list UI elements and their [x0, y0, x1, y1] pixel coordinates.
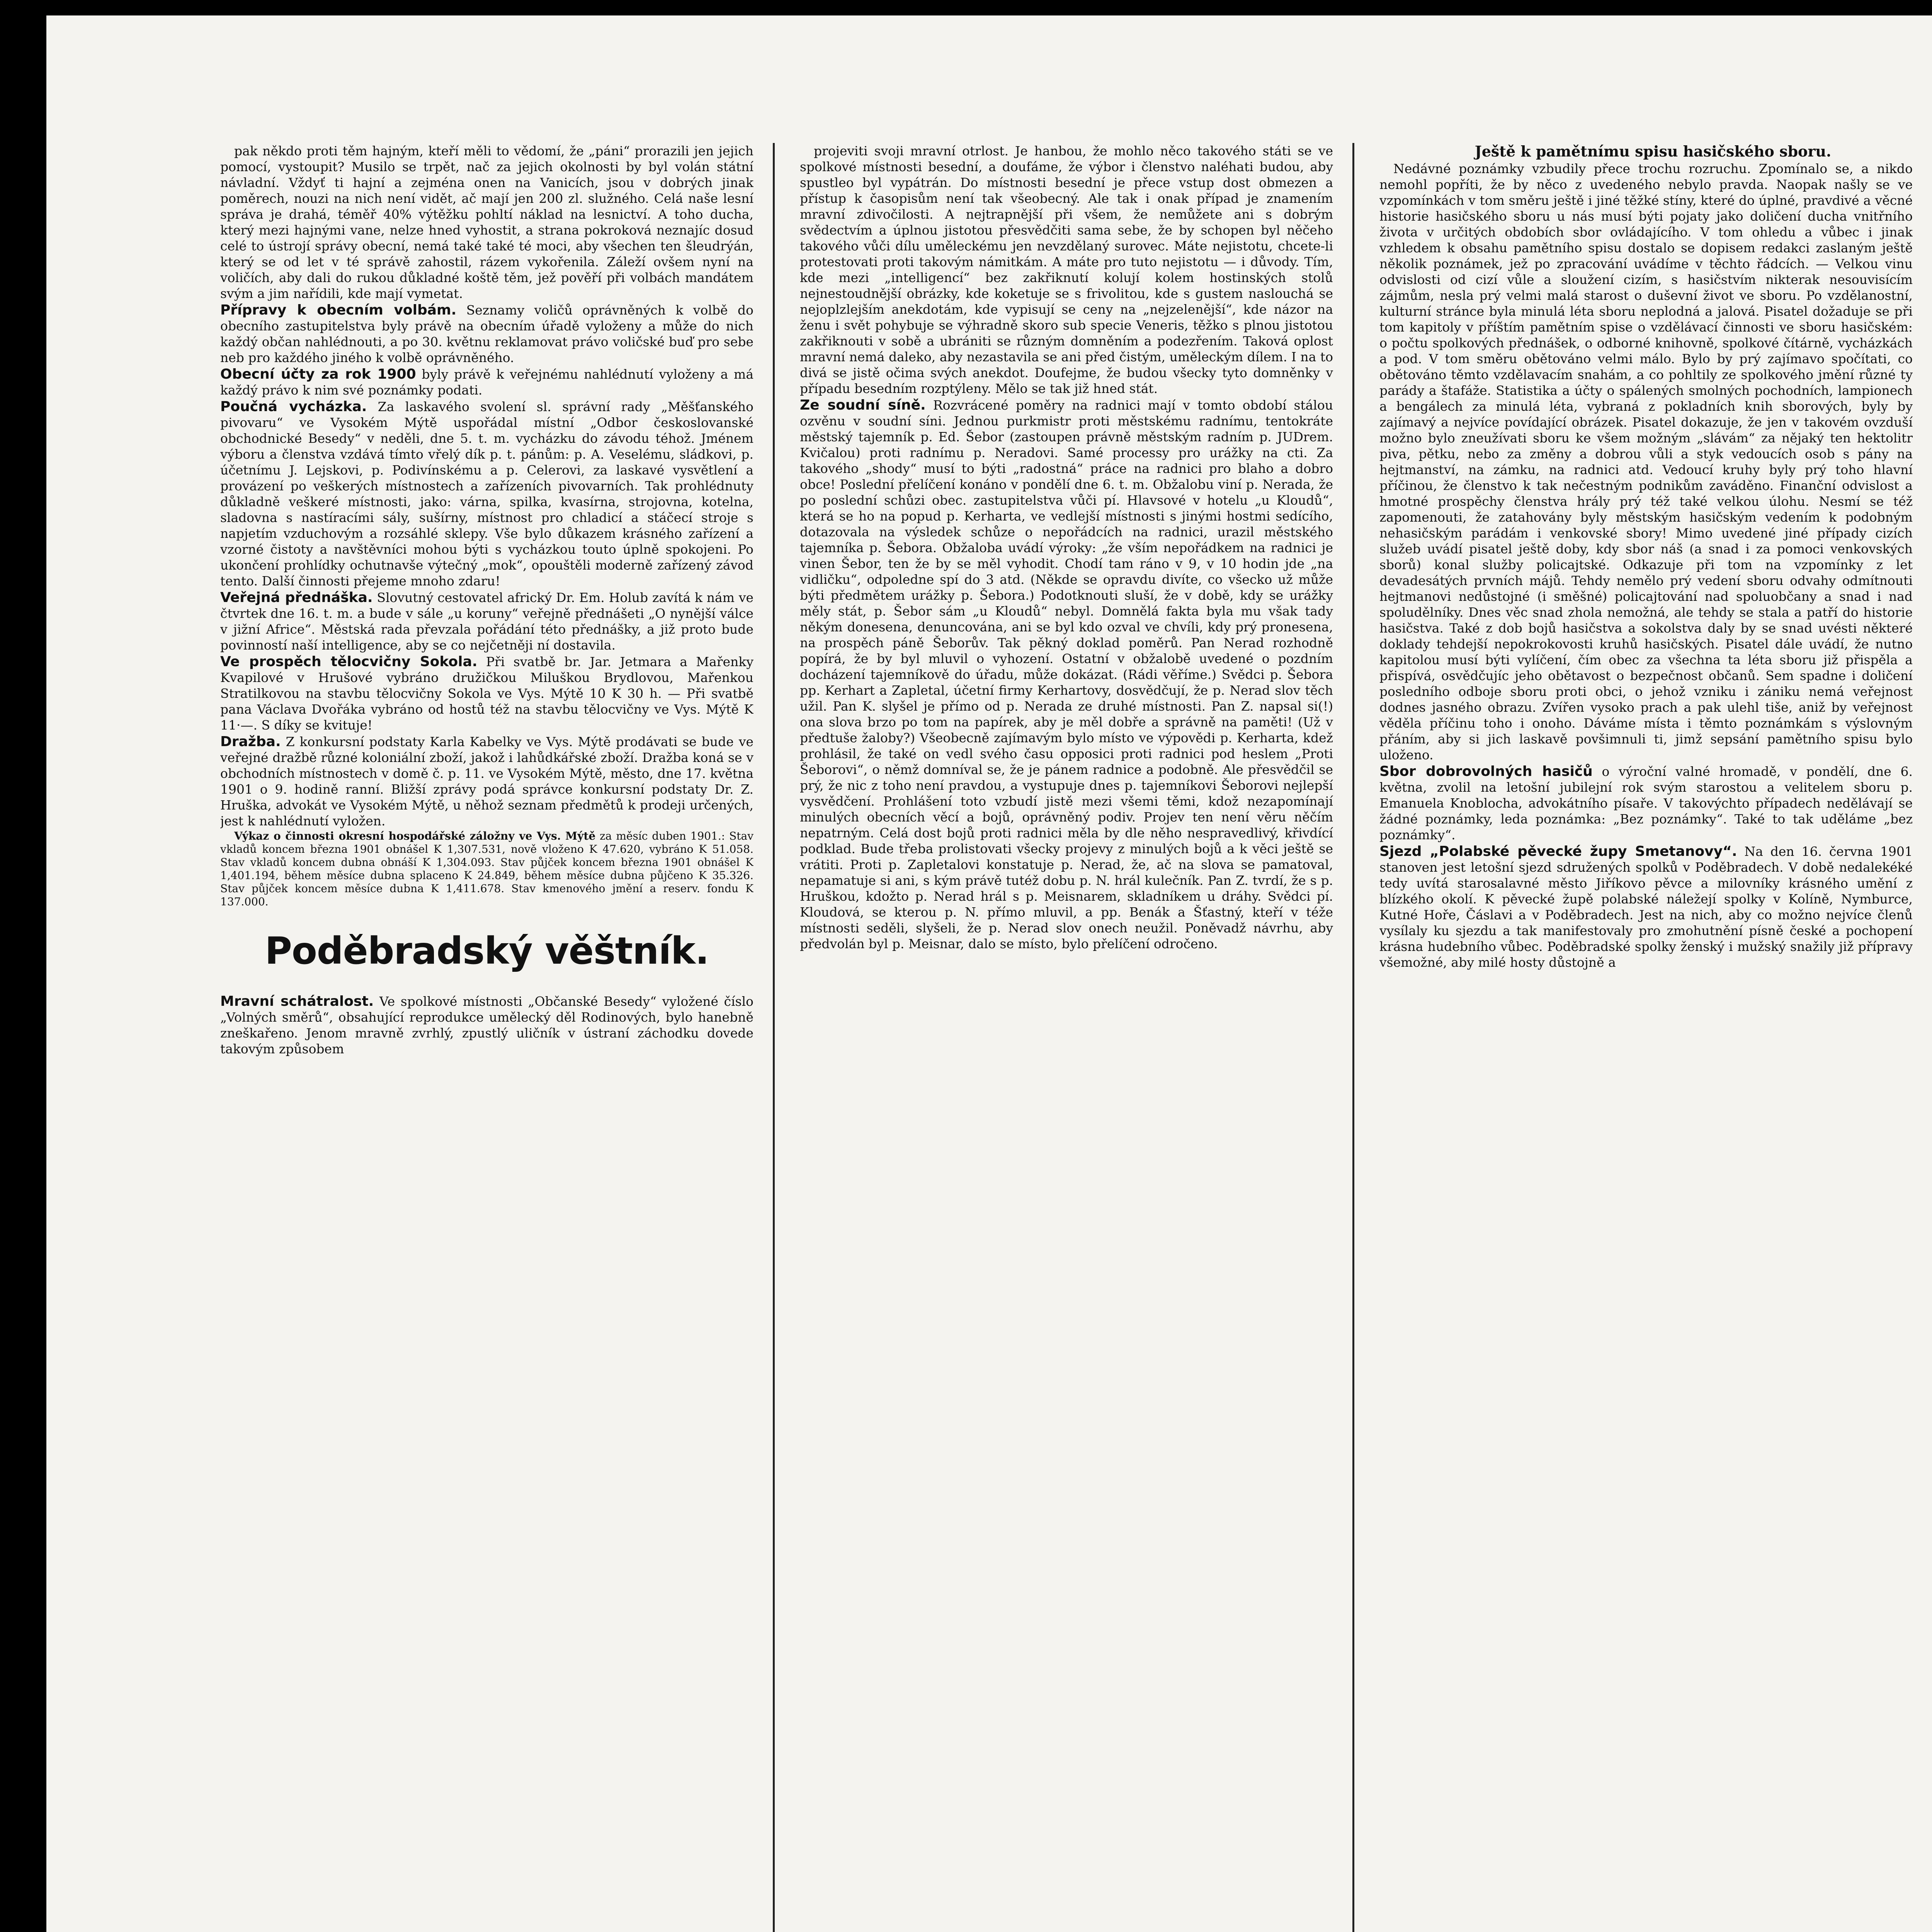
article-paragraph: Za laskavého svolení sl. správní rady „Měšťanského pivovaru“ ve Vysokém Mýtě uspořádal místní „Odbor českoslovanské obchodnické Besedy“ v neděli, dne 5. t. m. vycházku do závodu téhož. Jménem výboru a členstva vzdává tímto vřelý dík p. t. pánům: p. A. Veselému, sládkovi, p. účetnímu J. Lejskovi, p. Podivínskému a p. Celerovi, za laskavé vysvětlení a provázení po veškerých místnostech a zařízeních pivovarních. Tak prohlédnuty důkladně veškeré místnosti, jako: várna, spilka, kvasírna, strojovna, kotelna, sladovna s nastíracími sály, sušírny, místnost pro chladicí a stáčecí stroje s napjetím vzduchovým a rozsáhlé sklepy. Vše bylo důkazem krásného zařízení a vzorné čistoty a navštěvníci mohou býti s vycházkou touto úplně spokojeni. Po ukončení prohlídky ochutnavše výtečný „mok“, opouštěli moderně zařízený závod tento. Další činnosti přejeme mnoho zdaru!: [220, 399, 753, 588]
article-heading: Poučná vycházka.: [220, 399, 367, 415]
article-paragraph: Při svatbě br. Jar. Jetmara a Mařenky Kvapilové v Hrušové vybráno družičkou Miluškou Brydlovou, Mařenkou Stratilkovou na stavbu tělocvičny Sokola ve Vys. Mýtě 10 K 30 h. — Při svatbě pana Václava Dvořáka vybráno od hostů též na stavbu tělocvičny ve Vys. Mýtě K 11·—. S díky se kvituje!: [220, 654, 753, 733]
article-heading: Sjezd „Polabské pěvecké župy Smetanovy“.: [1379, 844, 1737, 859]
column-2: [800, 143, 1333, 1932]
article-heading: Výkaz o činnosti okresní hospodářské záložny ve Vys. Mýtě: [234, 830, 596, 842]
article-paragraph: Ve spolkové místnosti „Občanské Besedy“ vyložené číslo „Volných směrů“, obsahující reprodukce umělecký děl Rodinových, bylo hanebně zneškařeno. Jenom mravně zvrhlý, zpustlý uličník v ústraní záchodku dovede takovým způsobem: [220, 994, 753, 1056]
section-title: Poděbradský věštník.: [265, 929, 709, 973]
column-1: [220, 143, 753, 1932]
article-paragraph: pak někdo proti těm hajným, kteří měli to vědomí, že „páni“ prorazili jen jejich pomocí, vystoupit? Musilo se trpět, nač za jejich okolnosti by byl volán státní návladní. Vždyť ti hajní a zejména onen na Vanicích, jsou v dobrých jinak poměrech, nouzi na nich není vidět, ač mají jen 200 zl. služného. Celá naše lesní správa je drahá, téměř 40% výtěžku pohltí náklad na lesnictví. A toho ducha, který mezi hajnými vane, nelze hned vyhostit, a strana pokroková neznajíc dosud celé to ústrojí správy obecní, nemá také také té moci, aby všechen ten šleudrýán, který se od let v té správě zahostil, rázem vykořenila. Záleží ovšem nyní na voličích, aby dali do rukou důkladné koště těm, jež pověří při volbách mandátem svým a jim nařídili, kde mají vymetat.: [220, 143, 753, 301]
article-heading: Sbor dobrovolných hasičů: [1379, 764, 1593, 779]
article-paragraph: byly právě k veřejnému nahlédnutí vyloženy a má každý právo k nim své poznámky podati.: [220, 367, 753, 398]
article-heading: Ještě k pamětnímu spisu hasičského sboru.: [1475, 143, 1832, 160]
column-divider: [773, 143, 775, 1932]
article-paragraph: Z konkursní podstaty Karla Kabelky ve Vys. Mýtě prodávati se bude ve veřejné dražbě různé koloniální zboží, jakož i lahůdkářské zboží. Dražba koná se v obchodních místnostech v domě č. p. 11. ve Vysokém Mýtě, město, dne 17. května 1901 o 9. hodině ranní. Bližší zprávy podá správce konkursní podstaty Dr. Z. Hruška, advokát ve Vysokém Mýtě, u něhož seznam předmětů k prodeji určených, jest k nahlédnutí vyložen.: [220, 734, 753, 828]
article-paragraph: projeviti svoji mravní otrlost. Je hanbou, že mohlo něco takového státi se ve spolkové místnosti besední, a doufáme, že výbor i členstvo naléhati budou, aby spustleo byl vypátrán. Do místnosti besední je přece vstup dost obmezen a přístup k časopisům není tak všeobecný. Ale tak i onak případ je znamením mravní zdivočilosti. A nejtrapnější při všem, že nemůžete ani s dobrým svědectvím a úplnou jistotou přesvědčiti sama sebe, že by schopen byl něčeho takového vůči dílu uměleckému jen nevzdělaný surovec. Máte nejistotu, chcete-li protestovati proti takovým námitkám. A máte pro tuto nejistotu — i důvody. Tím, kde mezi „intelligencí“ bez zakřiknutí kolují kolem hostinských stolů nejnestoudnější obrázky, kde koketuje se s frivolitou, kde s gustem naslouchá se nejoplzlejším anekdotám, kde vypisují se ceny na „nejzelenější“, kde názor na ženu i svět pohybuje se výhradně skoro sub specie Veneris, těžko s plnou jistotou zakřiknouti v sobě a ubrániti se různým domněním a podezřením. Taková oplost mravní nemá daleko, aby nezastavila se ani před čistým, uměleckým dílem. I na to divá se jistě očima svých anekdot. Doufejme, že budou všecky tyto domněnky v případu besedním rozptýleny. Mělo se tak již hned stát.: [800, 143, 1333, 396]
newspaper-page: [46, 15, 1932, 1932]
article-paragraph: Seznamy voličů oprávněných k volbě do obecního zastupitelstva byly právě na obecním úřadě vyloženy a může do nich každý občan nahlédnouti, a po 30. květnu reklamovat právo voličské buď pro sebe neb pro každého jiného k volbě oprávněného.: [220, 303, 753, 365]
article-paragraph: za měsíc duben 1901.: Stav vkladů koncem března 1901 obnášel K 1,307.531, nově vloženo K 47.620, vybráno K 51.058. Stav vkladů koncem dubna obnáší K 1,304.093. Stav půjček koncem března 1901 obnášel K 1,401.194, během měsíce dubna splaceno K 24.849, během měsíce dubna půjčeno K 35.326. Stav půjček koncem měsíce dubna K 1,411.678. Stav kmenového jmění a reserv. fondu K 137.000.: [220, 830, 753, 908]
article-paragraph: Rozvrácené poměry na radnici mají v tomto období stálou ozvěnu v soudní síni. Jednou purkmistr proti městskému radnímu, tentokráte městský tajemník p. Ed. Šebor (zastoupen právně městským radním p. JUDrem. Kvičalou) proti radnímu p. Neradovi. Samé processy pro urážky na cti. Za takového „shody“ musí to býti „radostná“ práce na radnici pro blaho a dobro obce! Poslední přelíčení konáno v pondělí dne 6. t. m. Obžalobu viní p. Nerada, že po poslední schůzi obec. zastupitelstva vůči pí. Hlavsové v hotelu „u Kloudů“, která se ho na popud p. Kerharta, ve vedlejší místnosti s jinými hostmi sedícího, dotazovala na výsledek schůze o nepořádcích na radnici, urazil městského tajemníka p. Šebora. Obžaloba uvádí výroky: „že vším nepořádkem na radnici je vinen Šebor, ten že by se měl vyhodit. Chodí tam ráno v 9, v 10 hodin jde „na vidličku“, odpoledne spí do 3 atd. (Někde se opravdu divíte, co všecko už může býti předmětem urážky p. Šebora.) Podotknouti sluší, že v době, kdy se urážky měly stát, p. Šebor sám „u Kloudů“ nebyl. Domnělá fakta byla mu však tady někým donesena, denuncována, ani se byl kdo ozval ve chvíli, kdy prý pronesena, na prospěch páně Šeborův. Tak pěkný doklad poměrů. Pan Nerad rozhodně popírá, že by byl mluvil o vyhození. Ostatní v obžalobě uvedené o pozdním docházení tajemníkově do úřadu, může dokázat. (Rádi věříme.) Svědci p. Šebora pp. Kerhart a Zapletal, účetní firmy Kerhartovy, dosvědčují, že p. Nerad slov těch užil. Pan K. slyšel je přímo od p. Nerada ze druhé místnosti. Pan Z. napsal si(!) ona slova brzo po tom na papírek, aby je měl dobře a správně na paměti! (Už v předtuše žaloby?) Všeobecně zajímavým bylo místo ve výpovědi p. Kerharta, kdež prohlásil, že také on vedl svého času opposici proti radnici pod heslem „Proti Šeborovi“, o němž domníval se, že je pánem radnice a podobně. Ale přesvědčil se prý, že nic z toho není pravdou, a vystupuje dnes p. tajemníkovi Šeborovi nejlepší vysvědčení. Prohlášení toto vzbudí jistě mezi všemi těmi, kdož nezapomínají minulých obecních věcí a bojů, oprávněný podiv. Projev ten není věru něčím nepatrným. Celá dost bojů proti radnici měla by dle něho nespravedlivý, křivdící podklad. Bude třeba prolistovati všecky projevy z minulých bojů a k věci ještě se vrátiti. Proti p. Zapletalovi konstatuje p. Nerad, že, ač na slova se pamatoval, nepamatuje si ani, s kým právě tutéž dobu p. N. hrál kulečník. Pan Z. tvrdí, že s p. Hruškou, kdožto p. Nerad hrál s p. Meisnarem, skladníkem u dráhy. Svědci pí. Kloudová, se kterou p. N. přímo mluvil, a pp. Benák a Šťastný, kteří v téže místnosti seděli, slyšeli, že p. Nerad slov onech neužil. Poněvadž návrhu, aby předvolán byl p. Meisnar, dalo se místo, bylo přelíčení odročeno.: [800, 398, 1333, 951]
article-heading: Přípravy k obecním volbám.: [220, 302, 457, 318]
article-heading: Obecní účty za rok 1900: [220, 366, 416, 382]
article-heading: Dražba.: [220, 734, 281, 750]
article-paragraph: Slovutný cestovatel africký Dr. Em. Holub zavítá k nám ve čtvrtek dne 16. t. m. a bude v sále „u koruny“ veřejně přednášeti „O nynější válce v jižní Africe“. Městská rada převzala pořádání této přednášky, a již proto bude povinností naší intelligence, aby se co nejčetněji ní dostavila.: [220, 590, 753, 653]
article-paragraph: o výroční valné hromadě, v pondělí, dne 6. května, zvolil na letošní jubilejní rok svým starostou a velitelem sboru p. Emanuela Knoblocha, advokátního písaře. V takovýchto případech nedělávají se žádné poznámky, leda poznámka: „Bez poznámky“. Také to tak uděláme „bez poznámky“.: [1379, 764, 1913, 842]
article-paragraph: Na den 16. června 1901 stanoven jest letošní sjezd sdružených spolků v Poděbradech. V době nedalekéké tedy uvítá starosalavné město Jiříkovo pěvce a milovníky krásného umění z blízkého okolí. K pěvecké župě polabské náležejí spolky v Kolíně, Nymburce, Kutné Hoře, Čáslavi a v Poděbradech. Jest na nich, aby co možno nejvíce členů vysílaly ku sjezdu a tak manifestovaly pro zmohutnění písně české a pochopení krásna hudebního vůbec. Poděbradské spolky ženský i mužský snažily již přípravy všemožné, aby milé hosty důstojně a: [1379, 844, 1913, 970]
column-3: [1379, 143, 1913, 1932]
article-paragraph: Nedávné poznámky vzbudily přece trochu rozruchu. Zpomínalo se, a nikdo nemohl popříti, že by něco z uvedeného nebylo pravda. Naopak našly se ve vzpomínkách v tom směru ještě i jiné těžké stíny, které do úplné, pravdivé a věcné historie hasičského sboru u nás musí býti pojaty jako doličení ducha vnitřního života v určitých obdobích sbor ovládajícího. V tom ohledu a vůbec i jinak vzhledem k obsahu pamětního spisu dostalo se dopisem redakci zaslaným ještě několik poznámek, jež po zpracování uvádíme v těchto řádcích. — Velkou vinu odvislosti od cizí vůle a sloužení cizím, s hasičstvím nikterak nesouvisícím zájmům, nesla prý velmi malá starost o duševní život ve sboru. Po vzdělanostní, kulturní stránce byla minulá léta sboru neplodná a jalová. Pisatel dožaduje se při tom kapitoly v příštím pamětním spise o vzdělávací činnosti ve sboru hasičském: o počtu spolkových přednášek, o odborné knihovně, spolkové čítárně, vycházkách a pod. V tom směru obětováno velmi málo. Bylo by prý zajímavo spočítati, co obětováno těmto vzdělavacím snahám, a co pohltily ze spolkového jmění různé ty parády a štafáže. Statistika a účty o spálených smolných pochodních, lampionech a bengálech za minulá léta, vybraná z pokladních knih sborových, byly by zajímavý a nejvíce povídající obrázek. Pisatel dokazuje, že jen v takovém ovzduší možno bylo zneužívati sboru ke všem možným „slávám“ za nějaký ten hektolitr piva, pětku, nebo za změny a dobrou vůli a styk vedoucích osob s pány na hejtmanství, na zámku, na radnici atd. Vedoucí kruhy byly prý toho hlavní příčinou, že členstvo k tak nečestným podnikům zaváděno. Finanční odvislost a hmotné prospěchy členstva hrály prý též také velkou úlohu. Nesmí se též zapomenouti, že zatahovány byly městským hasičským vedením k podobným nehasičským parádám i venkovské sbory! Mimo uvedené jiné případy cizích služeb uvádí pisatel ještě doby, kdy sbor náš (a snad i za pomoci venkovských sborů) konal služby policajtské. Odkazuje při tom na vzpomínky z let devadesátých prvních májů. Tehdy nemělo prý vedení sboru odvahy odmítnouti hejtmanovi nedůstojné (i směšné) policajtování nad spoluobčany a snad i nad spoludělníky. Dnes věc snad zhola nemožná, ale tehdy se stala a patří do historie hasičstva. Také z dob bojů hasičstva a sokolstva daly by se snad uvésti některé doklady tehdejší nepokrokovosti kruhů hasičských. Pisatel dále uvádí, že nutno kapitolou musí býti vylíčení, čím obec za všechna ta léta sboru již přispěla a přispívá, osvědčujíc jeho obětavost o bezpečnost občanů. Sem spadne i doličení posledního odboje sboru proti obci, o jehož vzniku i zániku nemá veřejnost dodnes jasného obrazu. Zvířen vysoko prach a pak ulehl tiše, aniž by veřejnost věděla příčinu toho i onoho. Dáváme místa i těmto poznámkám s výslovným přáním, aby si jich laskavě povšimnuli ti, jimž sepsání pamětního spisu bylo uloženo.: [1379, 161, 1913, 762]
column-divider: [1352, 143, 1354, 1932]
article-heading: Ve prospěch tělocvičny Sokola.: [220, 654, 478, 670]
article-heading: Ze soudní síně.: [800, 397, 926, 413]
article-heading: Mravní schátralost.: [220, 993, 374, 1009]
article-heading: Veřejná přednáška.: [220, 590, 373, 605]
